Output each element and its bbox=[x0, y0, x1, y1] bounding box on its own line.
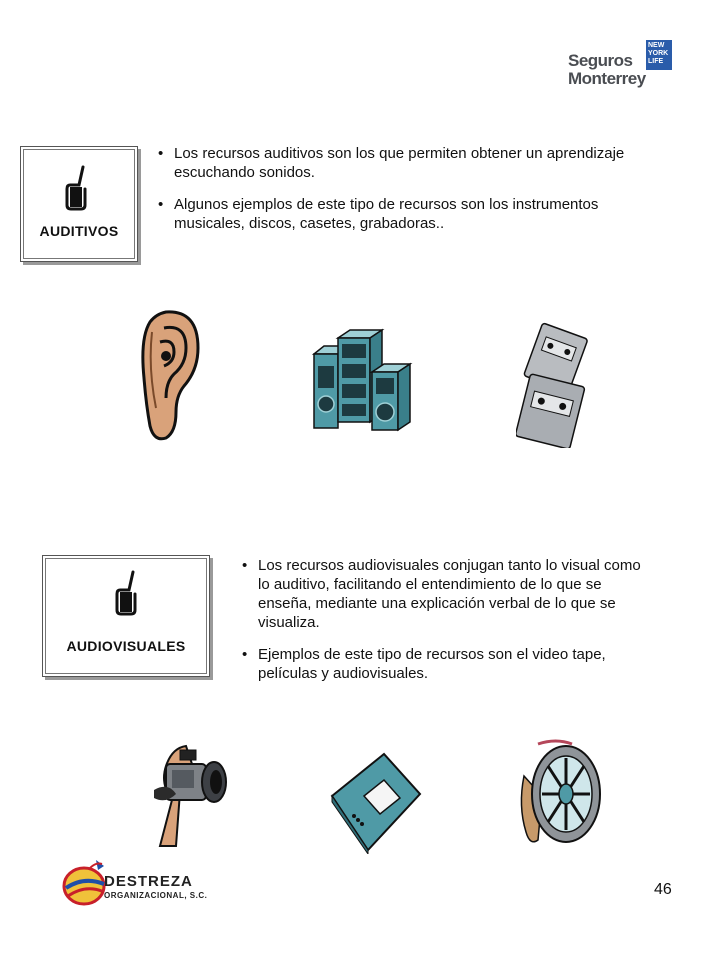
bullet-item: • Ejemplos de este tipo de recursos son el video tape, películas y audiovisuales. bbox=[242, 645, 642, 683]
phone-icon bbox=[115, 570, 141, 616]
auditivos-bullets bbox=[158, 144, 648, 246]
phone-icon bbox=[65, 165, 91, 211]
film-reel-icon bbox=[516, 736, 608, 852]
bullet-item: • Los recursos audiovisuales conjugan tanto lo visual como lo auditivo, facilitando el entendimiento de lo que se enseña, mediante una explicación verbal de lo que se visualiza. bbox=[242, 556, 642, 632]
camcorder-icon bbox=[146, 734, 230, 850]
destreza-logo bbox=[60, 856, 230, 912]
logo-line2: Monterrey bbox=[568, 69, 646, 88]
badge-line-1: NEW bbox=[648, 42, 665, 49]
new-york-life-badge bbox=[646, 40, 672, 70]
company-subtitle: ORGANIZACIONAL, S.C. bbox=[104, 891, 208, 900]
ear-icon bbox=[140, 308, 202, 442]
logo-line1: Seguros bbox=[568, 51, 633, 70]
bullet-item: • Los recursos auditivos son los que permiten obtener un aprendizaje escuchando sonidos. bbox=[158, 144, 648, 182]
company-name: DESTREZA bbox=[104, 873, 193, 890]
audiovisuales-bullets bbox=[242, 556, 642, 696]
audiovisuales-box bbox=[42, 555, 210, 677]
seguros-monterrey-logo bbox=[568, 38, 678, 98]
badge-line-3: LIFE bbox=[648, 58, 664, 65]
page-number: 46 bbox=[654, 881, 672, 898]
auditivos-label: AUDITIVOS bbox=[39, 223, 119, 239]
audiovisuales-label: AUDIOVISUALES bbox=[66, 638, 186, 654]
badge-line-2: YORK bbox=[648, 50, 669, 57]
bullet-item: • Algunos ejemplos de este tipo de recursos son los instrumentos musicales, discos, casetes, grabadoras.. bbox=[158, 195, 648, 233]
videotape-icon bbox=[328, 750, 424, 854]
auditivos-box bbox=[20, 146, 138, 262]
stereo-icon bbox=[310, 328, 414, 432]
destreza-globe-icon bbox=[60, 856, 110, 908]
cassettes-icon bbox=[516, 322, 588, 448]
